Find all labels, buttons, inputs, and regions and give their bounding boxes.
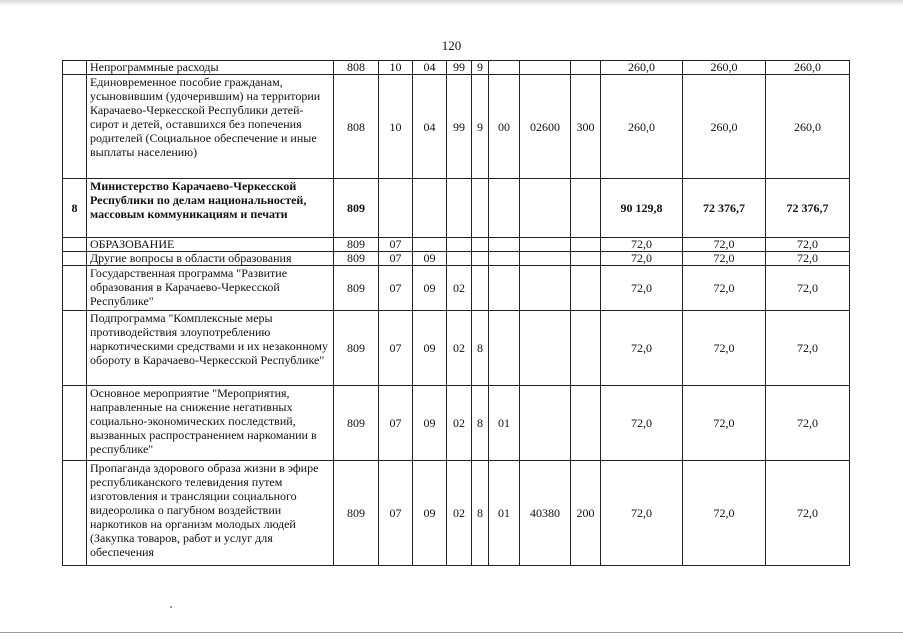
scan-speck (170, 606, 172, 608)
cell-subsection: 04 (413, 75, 447, 179)
row-number (63, 238, 87, 252)
cell-subsection: 04 (413, 61, 447, 75)
cell-code (520, 179, 571, 238)
cell-amount-3: 72,0 (766, 461, 850, 566)
table-row (63, 75, 850, 179)
cell-section: 07 (379, 252, 413, 266)
cell-section: 07 (379, 311, 413, 386)
cell-amount-2: 72,0 (683, 252, 766, 266)
row-number (63, 75, 87, 179)
cell-section: 07 (379, 238, 413, 252)
cell-subsection: 09 (413, 461, 447, 566)
cell-subsection: 09 (413, 266, 447, 311)
cell-amount-3: 72,0 (766, 386, 850, 461)
cell-subsection: 09 (413, 386, 447, 461)
row-number (63, 266, 87, 311)
cell-code (520, 266, 571, 311)
table-row (63, 461, 850, 566)
row-number (63, 252, 87, 266)
cell-code (520, 238, 571, 252)
cell-grbs: 808 (334, 61, 379, 75)
cell-amount-1: 72,0 (601, 252, 683, 266)
cell-amount-2: 72,0 (683, 386, 766, 461)
row-name: Министерство Карачаево-Черкесской Республики по делам национальностей, массовым коммуникациям и печати (87, 179, 334, 238)
cell-subprogram (472, 266, 489, 311)
cell-code (520, 252, 571, 266)
scan-edge-shadow (0, 0, 903, 6)
budget-table (62, 60, 850, 566)
cell-subprogram: 9 (472, 75, 489, 179)
cell-amount-3: 72,0 (766, 266, 850, 311)
cell-direction: 00 (489, 75, 520, 179)
cell-program: 99 (447, 75, 472, 179)
cell-direction: 01 (489, 461, 520, 566)
cell-grbs: 809 (334, 266, 379, 311)
cell-subprogram: 8 (472, 461, 489, 566)
table-row (63, 238, 850, 252)
cell-section: 10 (379, 61, 413, 75)
cell-amount-1: 72,0 (601, 266, 683, 311)
cell-amount-1: 72,0 (601, 311, 683, 386)
cell-expense-type: 300 (571, 75, 601, 179)
cell-direction (489, 61, 520, 75)
cell-amount-3: 72,0 (766, 238, 850, 252)
table-row (63, 179, 850, 238)
row-name: Другие вопросы в области образования (87, 252, 334, 266)
cell-subsection: 09 (413, 252, 447, 266)
cell-amount-2: 72,0 (683, 311, 766, 386)
row-name: Основное мероприятие "Мероприятия, направленные на снижение негативных социально-экономических последствий, вызванных распространением наркомании в республике" (87, 386, 334, 461)
row-name: Подпрограмма "Комплексные меры противодействия злоупотреблению наркотическими средствами и их незаконному обороту в Карачаево-Черкесской Республике" (87, 311, 334, 386)
scan-bottom-edge (0, 632, 903, 633)
row-name: Непрограммные расходы (87, 61, 334, 75)
cell-amount-2: 72,0 (683, 461, 766, 566)
cell-subprogram (472, 179, 489, 238)
cell-section: 10 (379, 75, 413, 179)
cell-expense-type (571, 238, 601, 252)
cell-amount-1: 260,0 (601, 75, 683, 179)
cell-amount-2: 260,0 (683, 75, 766, 179)
cell-program: 02 (447, 311, 472, 386)
cell-expense-type (571, 252, 601, 266)
cell-subprogram (472, 252, 489, 266)
row-name: Единовременное пособие гражданам, усыновившим (удочерившим) на территории Карачаево-Черкесской Республики детей-сирот и детей, оставшихся без попечения родителей (Социальное обеспечение и иные выплаты населению) (87, 75, 334, 179)
row-number (63, 311, 87, 386)
cell-direction (489, 252, 520, 266)
cell-subsection (413, 179, 447, 238)
cell-grbs: 809 (334, 179, 379, 238)
table-row (63, 61, 850, 75)
cell-section (379, 179, 413, 238)
cell-amount-3: 72,0 (766, 311, 850, 386)
cell-direction: 01 (489, 386, 520, 461)
cell-expense-type (571, 61, 601, 75)
row-name: ОБРАЗОВАНИЕ (87, 238, 334, 252)
row-name: Пропаганда здорового образа жизни в эфире республиканского телевидения путем изготовления и трансляции социального видеоролика о пагубном воздействии наркотиков на организм молодых людей (Закупка товаров, работ и услуг для обеспечения (87, 461, 334, 566)
cell-subprogram: 8 (472, 311, 489, 386)
cell-grbs: 809 (334, 252, 379, 266)
page-number: 120 (441, 38, 462, 53)
cell-subprogram (472, 238, 489, 252)
cell-subsection (413, 238, 447, 252)
cell-amount-2: 260,0 (683, 61, 766, 75)
cell-amount-1: 90 129,8 (601, 179, 683, 238)
cell-amount-3: 260,0 (766, 75, 850, 179)
cell-expense-type (571, 311, 601, 386)
cell-amount-3: 72 376,7 (766, 179, 850, 238)
cell-section: 07 (379, 461, 413, 566)
cell-direction (489, 179, 520, 238)
cell-code: 40380 (520, 461, 571, 566)
cell-expense-type (571, 266, 601, 311)
cell-subsection: 09 (413, 311, 447, 386)
cell-grbs: 808 (334, 75, 379, 179)
cell-expense-type (571, 386, 601, 461)
cell-amount-1: 72,0 (601, 461, 683, 566)
cell-subprogram: 9 (472, 61, 489, 75)
cell-grbs: 809 (334, 238, 379, 252)
cell-direction (489, 266, 520, 311)
cell-direction (489, 238, 520, 252)
cell-section: 07 (379, 266, 413, 311)
cell-grbs: 809 (334, 461, 379, 566)
row-name: Государственная программа "Развитие образования в Карачаево-Черкесской Республике" (87, 266, 334, 311)
cell-amount-3: 72,0 (766, 252, 850, 266)
cell-program (447, 179, 472, 238)
cell-subprogram: 8 (472, 386, 489, 461)
row-number (63, 386, 87, 461)
cell-program: 02 (447, 266, 472, 311)
cell-amount-2: 72 376,7 (683, 179, 766, 238)
table-row (63, 252, 850, 266)
cell-code (520, 386, 571, 461)
row-number (63, 461, 87, 566)
cell-section: 07 (379, 386, 413, 461)
cell-program: 02 (447, 461, 472, 566)
cell-expense-type (571, 179, 601, 238)
cell-amount-2: 72,0 (683, 238, 766, 252)
table-row (63, 311, 850, 386)
cell-code (520, 61, 571, 75)
cell-expense-type: 200 (571, 461, 601, 566)
cell-grbs: 809 (334, 311, 379, 386)
cell-amount-1: 72,0 (601, 238, 683, 252)
cell-program (447, 252, 472, 266)
cell-program: 02 (447, 386, 472, 461)
cell-amount-1: 72,0 (601, 386, 683, 461)
row-number (63, 61, 87, 75)
cell-direction (489, 311, 520, 386)
cell-amount-3: 260,0 (766, 61, 850, 75)
table-row (63, 386, 850, 461)
cell-program (447, 238, 472, 252)
cell-program: 99 (447, 61, 472, 75)
table-row (63, 266, 850, 311)
row-number: 8 (63, 179, 87, 238)
cell-code: 02600 (520, 75, 571, 179)
cell-amount-1: 260,0 (601, 61, 683, 75)
cell-grbs: 809 (334, 386, 379, 461)
cell-code (520, 311, 571, 386)
cell-amount-2: 72,0 (683, 266, 766, 311)
